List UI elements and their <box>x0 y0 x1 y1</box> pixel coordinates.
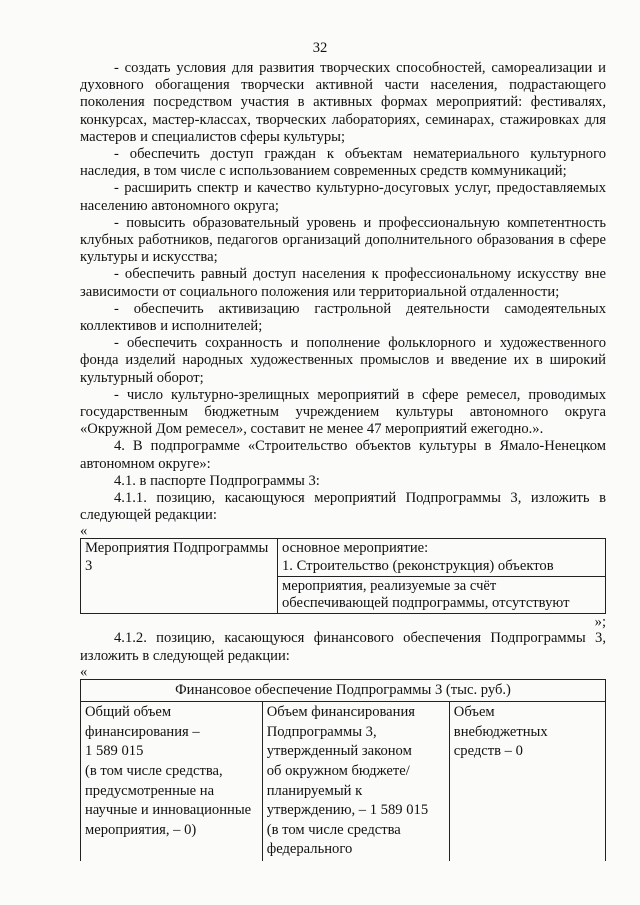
close-quote: »; <box>594 614 606 631</box>
events-table <box>80 538 606 614</box>
finance-extra-cell <box>449 702 605 861</box>
finance-line: утвержденный законом <box>266 743 412 760</box>
events-support-cell: мероприятия, реализуемые за счёт обеспечивающей подпрограммы, отсутствуют <box>278 576 606 613</box>
finance-line: Объем <box>453 704 495 721</box>
finance-line: Подпрограммы 3, <box>266 723 377 740</box>
finance-budget-cell <box>262 702 449 861</box>
finance-line: утверждению, – 1 589 015 <box>266 802 429 819</box>
document-body <box>80 60 606 861</box>
paragraph: - создать условия для развития творческих способностей, самореализации и духовного обогащения творчески активной части населения, подрастающего поколения посредством участия в активных формах мероприятий: фестивалях, конкурсах, мастер-классах, творческих лабораториях, семинарах, стажировках для мастеров и специалистов сферы культуры; <box>80 60 606 145</box>
paragraph: - обеспечить равный доступ населения к профессиональному искусству вне зависимости от социального положения или территориальной отдаленности; <box>80 266 606 300</box>
finance-line: научные и инновационные <box>85 802 252 819</box>
open-quote: « <box>80 663 88 680</box>
finance-line: (в том числе средства, <box>85 763 223 780</box>
finance-line: Общий объем <box>85 704 172 721</box>
finance-table <box>80 679 606 861</box>
events-label-cell: Мероприятия Подпрограммы 3 <box>81 539 278 614</box>
finance-line: средств – 0 <box>453 743 523 760</box>
finance-total-cell <box>81 702 263 861</box>
finance-line: Объем финансирования <box>266 704 415 721</box>
paragraph: 4.1.1. позицию, касающуюся мероприятий Подпрограммы 3, изложить в следующей редакции: <box>80 490 606 524</box>
finance-line: финансирования – <box>85 723 200 740</box>
paragraph: - обеспечить активизацию гастрольной деятельности самодеятельных коллективов и исполнителей; <box>80 300 606 335</box>
paragraph: - расширить спектр и качество культурно-досуговых услуг, предоставляемых населению автономного округа; <box>80 180 606 214</box>
events-main-cell <box>278 539 606 576</box>
paragraph: - число культурно-зрелищных мероприятий в сфере ремесел, проводимых государственным бюджетным учреждением культуры автономного округа «Окружной Дом ремесел», составит не менее 47 мероприятий ежегодно.». <box>80 386 606 438</box>
paragraph: - повысить образовательный уровень и профессиональную компетентность клубных работников, педагогов организаций дополнительного образования в сфере культуры и искусства; <box>80 214 606 266</box>
finance-line: планируемый к <box>266 782 363 799</box>
paragraph: 4.1.2. позицию, касающуюся финансового обеспечения Подпрограммы 3, изложить в следующей редакции: <box>80 630 606 664</box>
finance-line: внебюджетных <box>453 723 548 740</box>
finance-line: (в том числе средства <box>266 821 401 838</box>
events-main-line: основное мероприятие: <box>282 540 429 557</box>
open-quote: « <box>80 523 88 540</box>
finance-line: федерального <box>266 841 353 858</box>
finance-line: предусмотренные на <box>85 782 215 799</box>
page-number: 32 <box>312 40 328 56</box>
paragraph: 4. В подпрограмме «Строительство объектов культуры в Ямало-Ненецком автономном округе»: <box>80 438 606 472</box>
finance-line: мероприятия, – 0) <box>85 821 197 838</box>
paragraph: - обеспечить сохранность и пополнение фольклорного и художественного фонда изделий народных художественных промыслов и введение их в широкий культурный оборот; <box>80 335 606 386</box>
paragraph: 4.1. в паспорте Подпрограммы 3: <box>114 472 320 489</box>
paragraph: - обеспечить доступ граждан к объектам нематериального культурного наследия, в том числе с использованием современных средств коммуникаций; <box>80 146 606 180</box>
events-main-line: 1. Строительство (реконструкция) объектов <box>282 557 554 574</box>
finance-line: об окружном бюджете/ <box>266 763 410 780</box>
finance-line: 1 589 015 <box>85 743 144 760</box>
finance-header: Финансовое обеспечение Подпрограммы 3 (тыс. руб.) <box>81 679 606 702</box>
